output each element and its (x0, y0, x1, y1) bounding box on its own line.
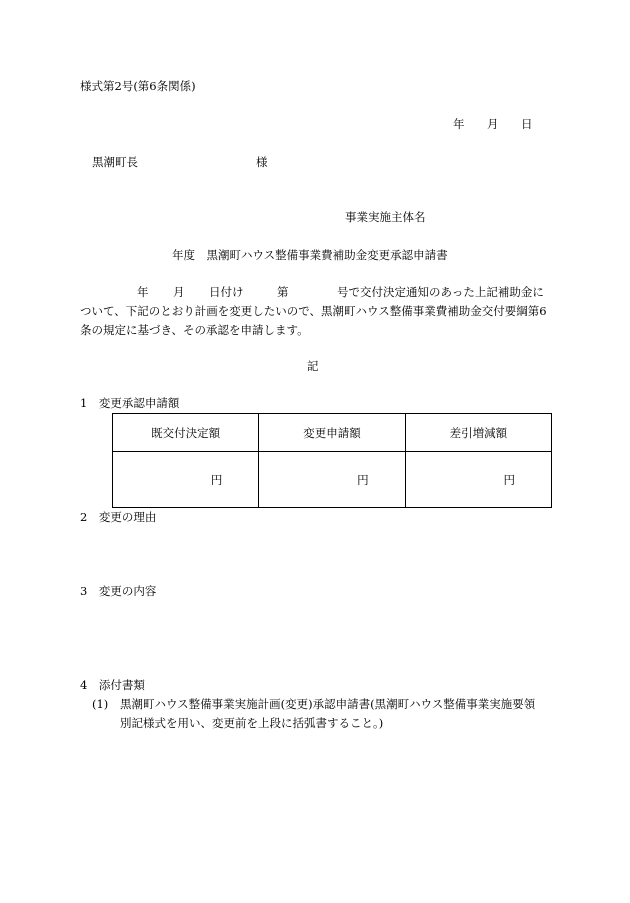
table-row (113, 452, 552, 508)
section-4-heading: 4 添付書類 (80, 678, 145, 692)
applicant-label: 事業実施主体名 (345, 210, 426, 224)
body-month: 月 (173, 285, 185, 299)
header-prior-grant: 既交付決定額 (113, 414, 259, 452)
attachment-item-number: (1) (92, 697, 109, 711)
date-year-label: 年 (453, 117, 465, 131)
attachment-item-line1: 黒潮町ハウス整備事業実施計画(変更)承認申請書(黒潮町ハウス整備事業実施要領 (120, 697, 536, 711)
section-2-heading: 2 変更の理由 (80, 510, 157, 524)
body-line3: 条の規定に基づき、その承認を申請します。 (80, 323, 309, 337)
body-day: 日付け (209, 285, 244, 299)
document-title: 年度 黒潮町ハウス整備事業費補助金変更承認申請書 (172, 248, 448, 262)
ki-marker: 記 (307, 359, 319, 373)
section-3-heading: 3 変更の内容 (80, 584, 157, 598)
table-header-row (113, 414, 552, 452)
cell-difference-unit[interactable]: 円 (405, 452, 551, 508)
addressee-name: 黒潮町長 (92, 155, 138, 169)
date-month-label: 月 (487, 117, 499, 131)
date-day-label: 日 (521, 117, 533, 131)
body-line1-rest: 号で交付決定通知のあった上記補助金に (337, 285, 544, 299)
addressee-honorific: 様 (256, 155, 268, 169)
cell-prior-grant-unit[interactable]: 円 (113, 452, 259, 508)
form-number: 様式第2号(第6条関係) (80, 79, 196, 93)
body-line2: ついて、下記のとおり計画を変更したいので、黒潮町ハウス整備事業費補助金交付要綱第6 (80, 304, 547, 318)
body-year: 年 (137, 285, 149, 299)
section-1-heading: 1 変更承認申請額 (80, 396, 180, 410)
header-change-request: 変更申請額 (259, 414, 405, 452)
cell-change-request-unit[interactable]: 円 (259, 452, 405, 508)
body-number-prefix: 第 (277, 285, 289, 299)
amount-table (112, 413, 552, 508)
header-difference: 差引増減額 (405, 414, 551, 452)
attachment-item-line2: 別記様式を用い、変更前を上段に括弧書すること。) (120, 716, 384, 730)
